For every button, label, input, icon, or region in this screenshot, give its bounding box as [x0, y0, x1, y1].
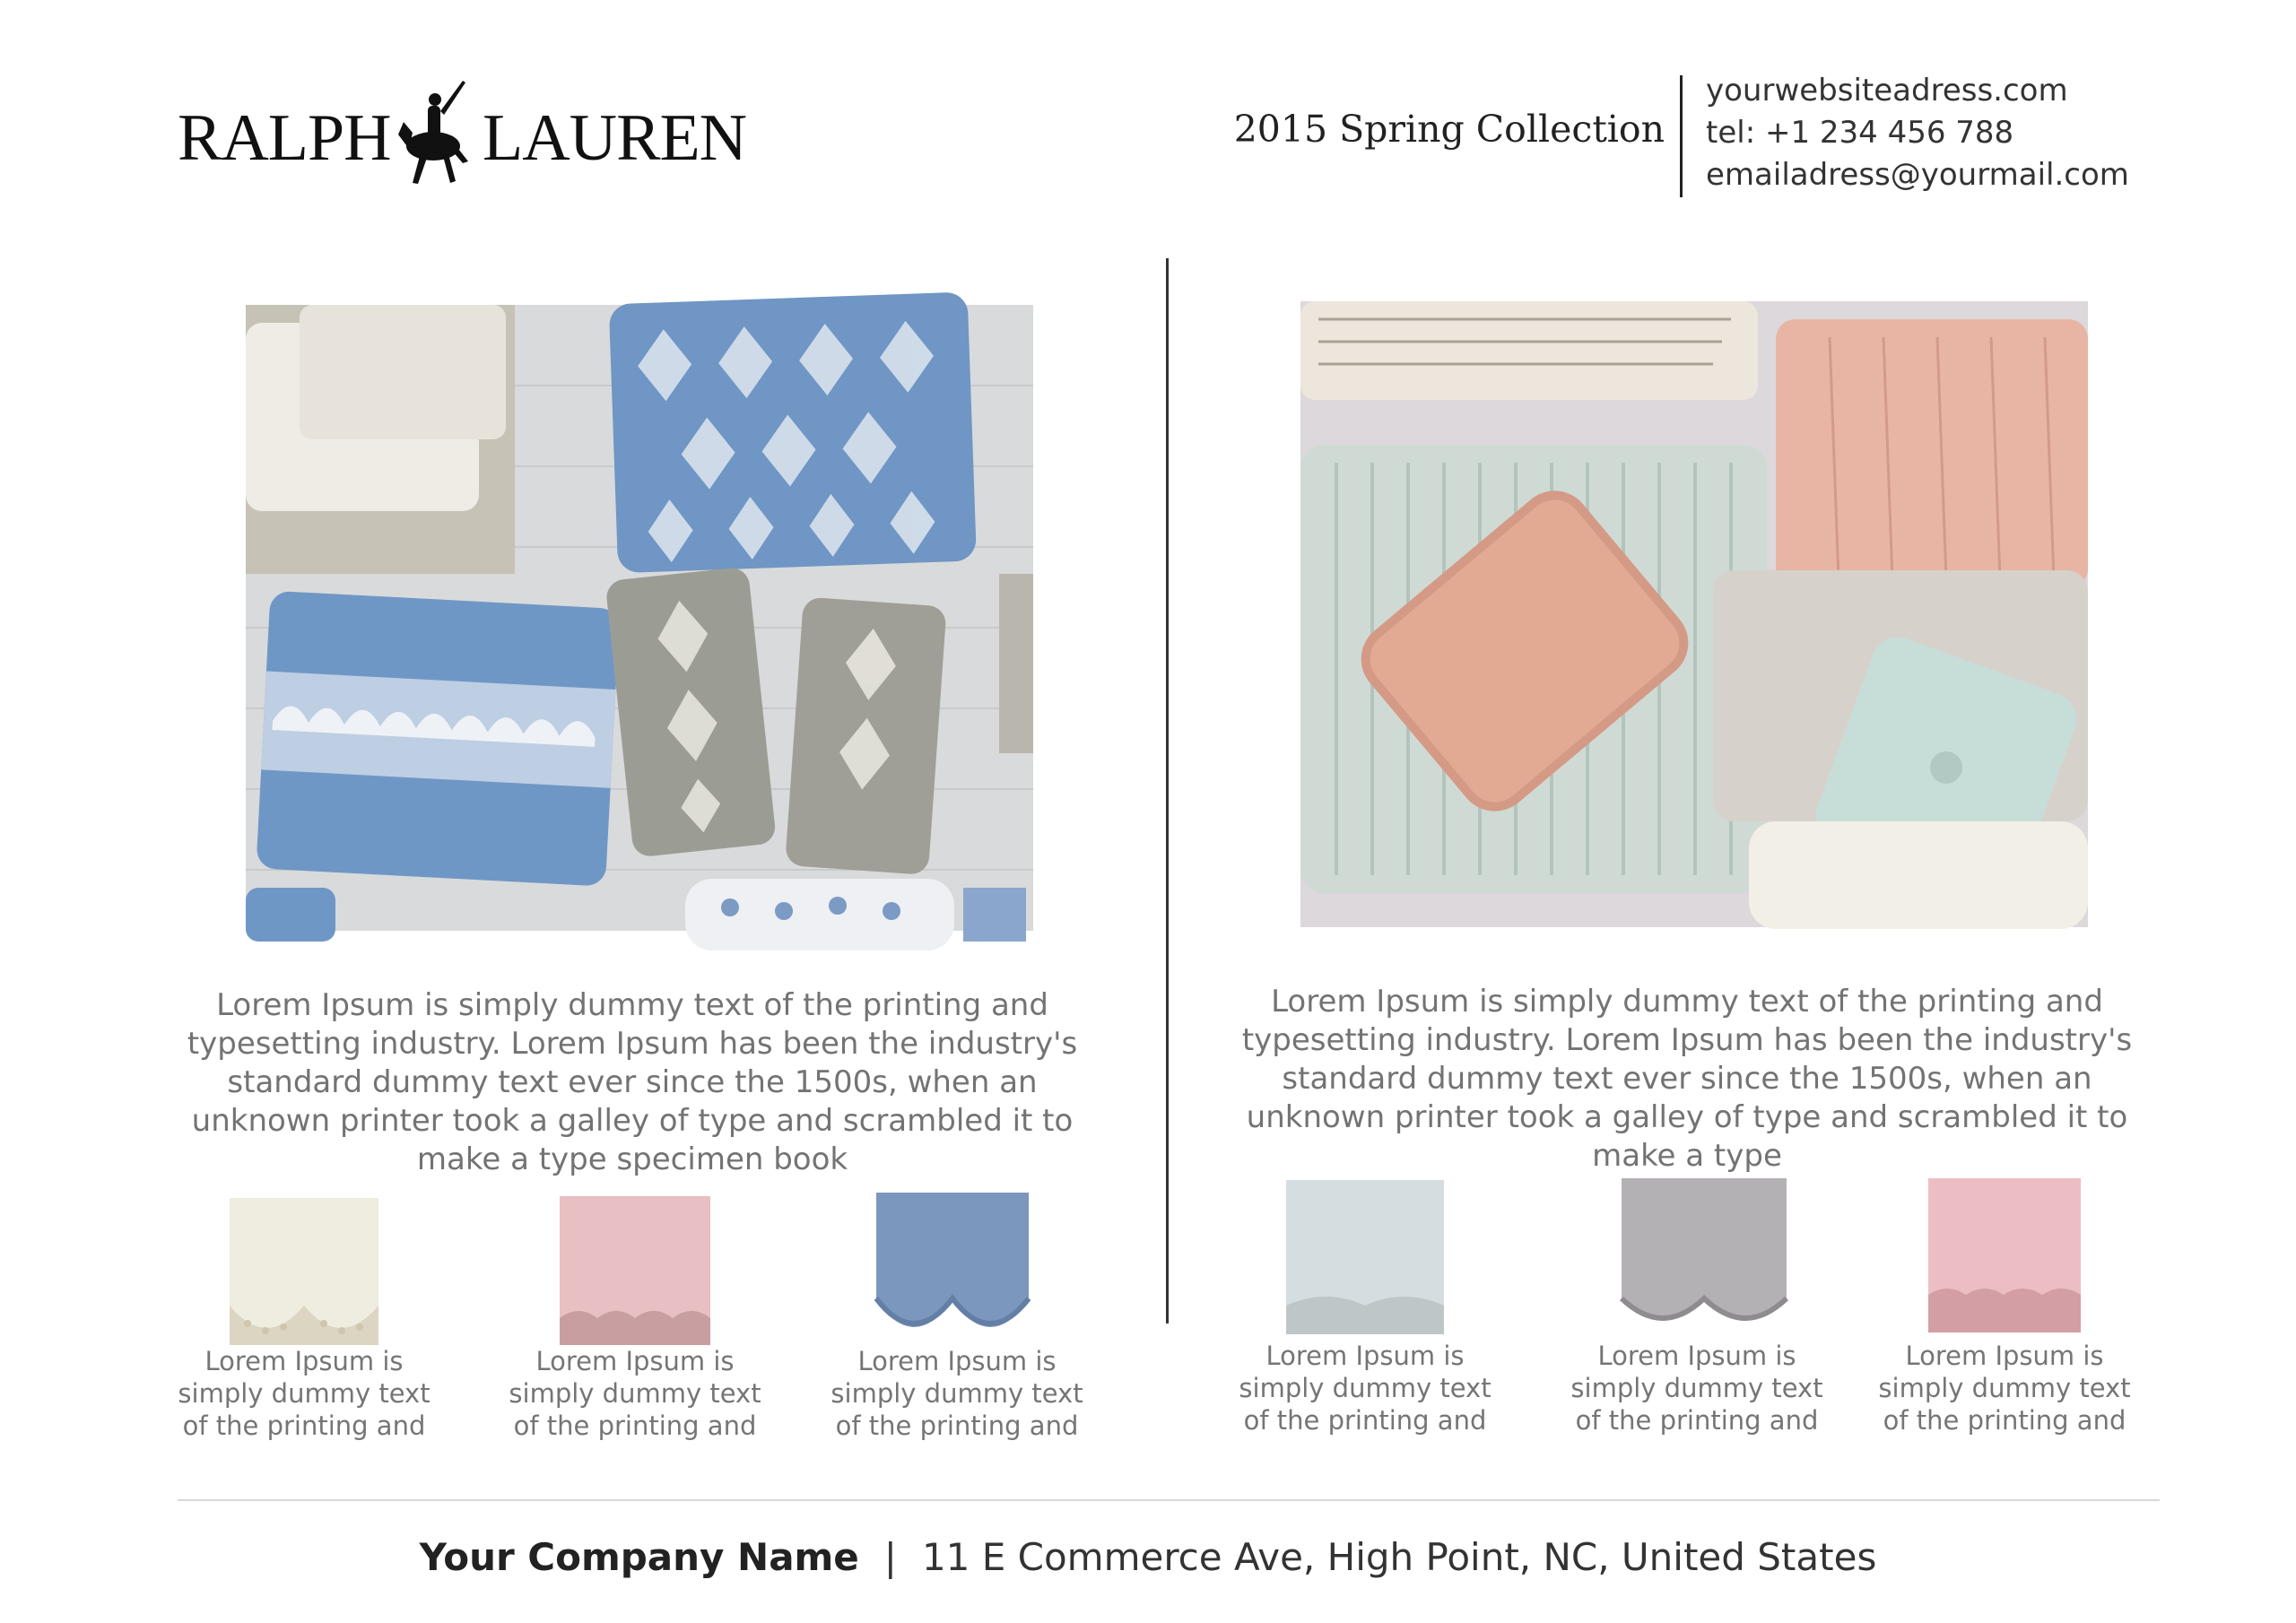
fabric-swatch-rose — [1928, 1178, 2081, 1332]
left-description: Lorem Ipsum is simply dummy text of the printing and typesetting industry. Lorem Ipsum has been the industry's standard dummy text ever since the 1500s, when an unknown printer took a galley of type and scrambled it to make a type specimen book — [187, 987, 1078, 1177]
center-divider — [1166, 258, 1169, 1324]
footer — [0, 1535, 2296, 1579]
swatch-caption: Lorem Ipsum is simply dummy text of the printing and — [178, 1346, 430, 1441]
fabric-swatch-ivory — [230, 1198, 378, 1345]
right-description: Lorem Ipsum is simply dummy text of the printing and typesetting industry. Lorem Ipsum has been the industry's standard dummy text ever since the 1500s, when an unknown printer took a galley of type and scrambled it to make a type — [1241, 984, 2133, 1174]
fabric-swatch-blue — [876, 1193, 1029, 1343]
phone-number: tel: +1 234 456 788 — [1706, 115, 2014, 151]
brand-name-left: RALPH — [178, 101, 391, 175]
swatch-caption: Lorem Ipsum is simply dummy text of the printing and — [509, 1346, 761, 1441]
polo-player-icon — [398, 81, 468, 184]
swatch-caption: Lorem Ipsum is simply dummy text of the printing and — [1239, 1341, 1492, 1436]
footer-separator: | — [883, 1535, 897, 1579]
fabric-swatch-light-blue — [1286, 1180, 1444, 1334]
collection-title: 2015 Spring Collection — [1233, 108, 1665, 151]
swatch-caption: Lorem Ipsum is simply dummy text of the printing and — [831, 1346, 1083, 1441]
ralph-lauren-logo — [178, 70, 747, 195]
website-link[interactable]: yourwebsiteadress.com — [1706, 73, 2068, 108]
company-name: Your Company Name — [419, 1535, 859, 1579]
footer-divider — [178, 1499, 2160, 1501]
fabric-swatch-grey — [1622, 1178, 1787, 1341]
email-link[interactable]: emailadress@yourmail.com — [1706, 157, 2129, 193]
company-address: 11 E Commerce Ave, High Point, NC, United States — [921, 1535, 1877, 1579]
left-pillows-photo — [246, 305, 1033, 931]
swatch-caption: Lorem Ipsum is simply dummy text of the printing and — [1570, 1341, 1823, 1436]
right-pillows-photo — [1300, 301, 2088, 927]
swatch-caption: Lorem Ipsum is simply dummy text of the printing and — [1878, 1341, 2131, 1436]
contact-block — [1706, 70, 2129, 196]
header-divider — [1680, 75, 1683, 197]
brand-name-right: LAUREN — [483, 101, 747, 175]
fabric-swatch-pink — [560, 1196, 710, 1345]
